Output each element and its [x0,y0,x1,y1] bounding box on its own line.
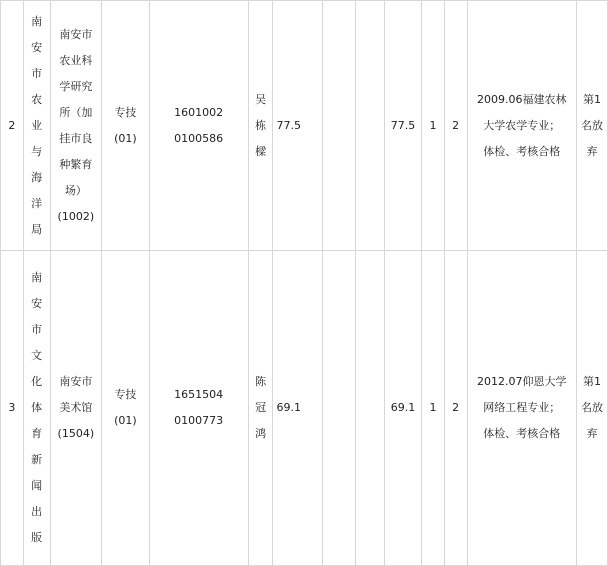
blank-cell [356,1,385,251]
unit-cell: 南 安 市 农 业 与 海 洋 局 [23,1,50,251]
company-cell: 南安市 美术馆 (1504) [50,251,102,566]
blank-cell [356,251,385,566]
result-cell: 第1 名放 弃 [576,251,607,566]
seq-cell: 3 [1,251,24,566]
rank-cell: 1 [422,251,445,566]
blank-cell [323,1,356,251]
blank-cell [323,251,356,566]
written-score-cell: 69.1 [273,251,323,566]
exam-number-cell: 1601002 0100586 [149,1,248,251]
total-score-cell: 77.5 [384,1,421,251]
remark-cell: 2009.06福建农林 大学农学专业； 体检、考核合格 [467,1,576,251]
total-score-cell: 69.1 [384,251,421,566]
exam-number-cell: 1651504 0100773 [149,251,248,566]
table-row [1,1,608,251]
post-cell: 专技 (01) [102,1,149,251]
unit-cell: 南 安 市 文 化 体 育 新 闻 出 版 [23,251,50,566]
name-cell: 陈 冠 鸿 [248,251,273,566]
table-row [1,251,608,566]
written-score-cell: 77.5 [273,1,323,251]
plan-cell: 2 [444,251,467,566]
post-cell: 专技 (01) [102,251,149,566]
remark-cell: 2012.07仰恩大学 网络工程专业； 体检、考核合格 [467,251,576,566]
company-cell: 南安市 农业科 学研究 所（加 挂市良 种繁育 场） (1002) [50,1,102,251]
plan-cell: 2 [444,1,467,251]
result-cell: 第1 名放 弃 [576,1,607,251]
rank-cell: 1 [422,1,445,251]
name-cell: 吴 栋 樑 [248,1,273,251]
seq-cell: 2 [1,1,24,251]
